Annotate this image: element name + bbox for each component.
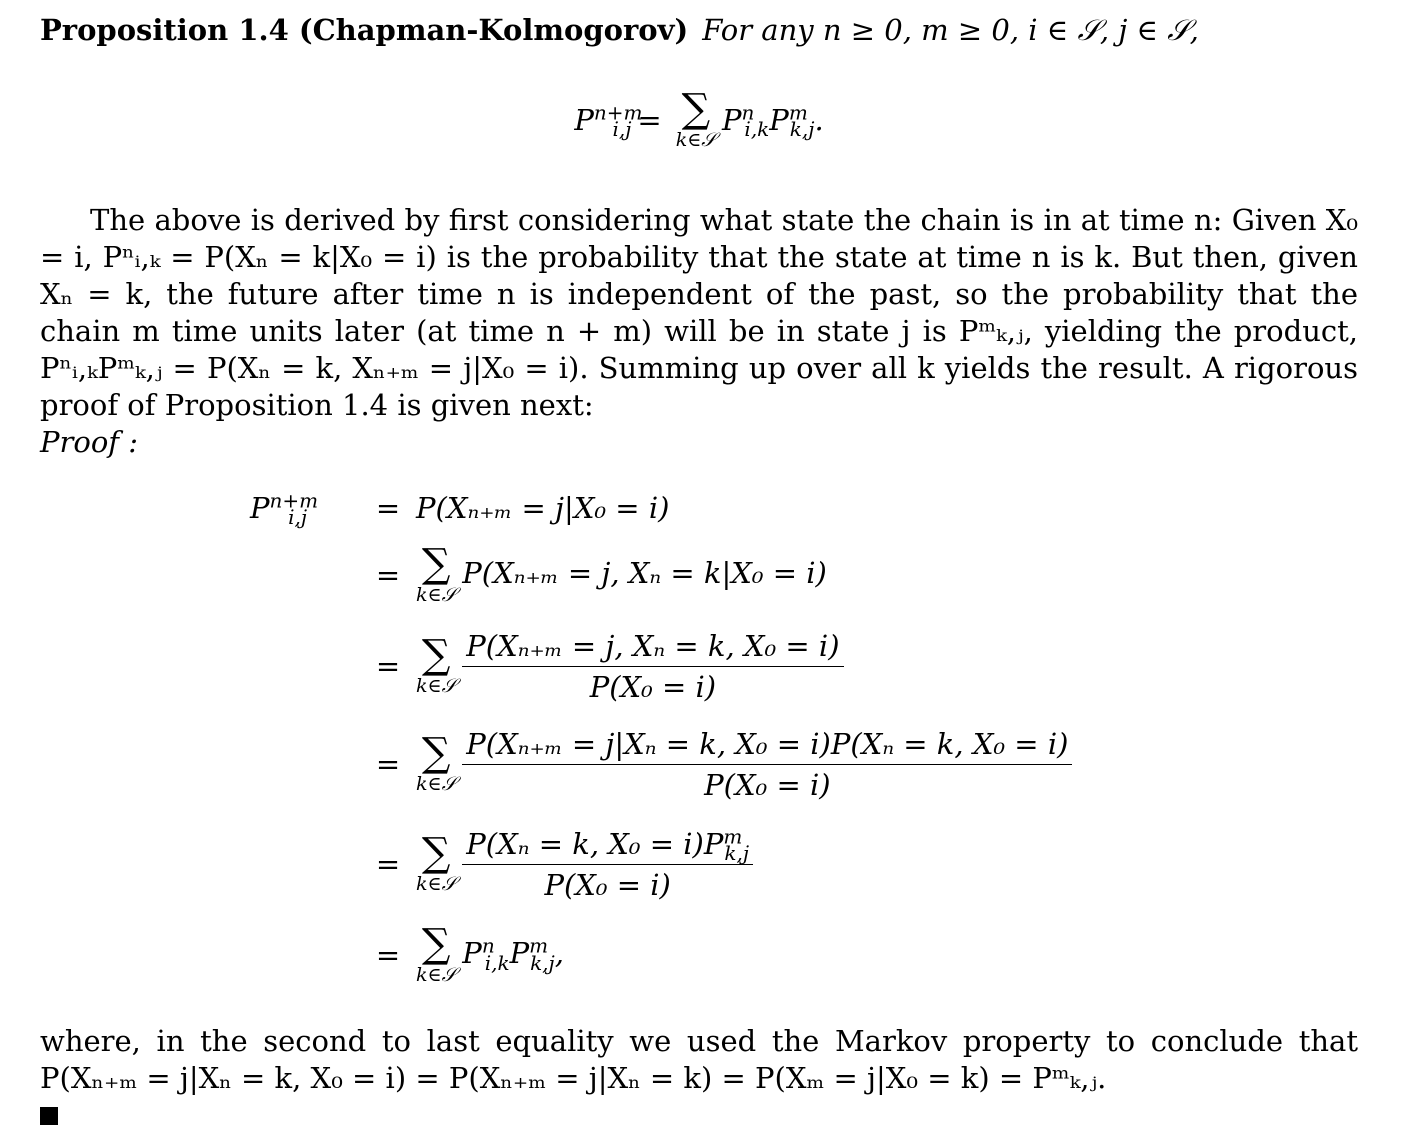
summation: ∑ k∈𝒮 (416, 730, 457, 795)
proof-line-3: = ∑ k∈𝒮 $\frac{\text{P(Xₙ₊ₘ = j, Xₙ = k, X₀ = i)}}{\text{P(X₀ = i)}}$ (250, 617, 1072, 715)
proof-lhs: $P^{n+m}_{i,j}$ (250, 487, 319, 530)
fraction: $\frac{\text{P(Xₙ₊ₘ = j|Xₙ = k, X₀ = i)P(Xₙ = k, X₀ = i)}}{\text{P(X₀ = i)}}$ (462, 728, 1072, 801)
chapman-kolmogorov-equation (40, 72, 1358, 168)
summation: ∑ k∈𝒮 (416, 921, 457, 986)
proof-line-1: $P^{n+m}_{i,j}$ = P(Xₙ₊ₘ = j|X₀ = i) (250, 483, 1072, 533)
markov-property-paragraph: where, in the second to last equality we used the Markov property to conclude that P(Xₙ₊ₘ = j|Xₙ = k, X₀ = i) = P(Xₙ₊ₘ = j|Xₙ = k) = P(Xₘ = j|X₀ = k) = Pᵐₖ,ⱼ. (40, 1024, 1358, 1095)
eq-rhs: $P^n_{i,k}P^m_{k,j}$. (722, 99, 824, 142)
proposition-statement: For any n ≥ 0, m ≥ 0, i ∈ 𝒮, j ∈ 𝒮, (702, 13, 1199, 47)
summation: ∑ k∈𝒮 (416, 830, 457, 895)
document-page (40, 12, 1358, 1134)
explanation-paragraph: The above is derived by first considering what state the chain is in at time n: Given X₀ = i, Pⁿᵢ,ₖ = P(Xₙ = k|X₀ = i) is the probability that the state at time n is k. But then, given Xₙ = k, the future after time n is independent of the past, so the probability that the chain m time units later (at time n + m) will be in state j is Pᵐₖ,ⱼ, yielding the product, Pⁿᵢ,ₖPᵐₖ,ⱼ = P(Xₙ = k, Xₙ₊ₘ = j|X₀ = i). Summing up over all k yields the result. A rigorous proof of Proposition 1.4 is given next: (40, 203, 1358, 422)
qed-square-icon (40, 1107, 58, 1125)
proof-line-5: = ∑ k∈𝒮 $\frac{P(X_n = k, X_0 = i)P^m_{k,j}}{\text{P(X₀ = i)}}$ (250, 813, 1072, 915)
proof-line-6-rhs: $P^n_{i,k}P^m_{k,j}$, (462, 933, 564, 975)
fraction: $\frac{\text{P(Xₙ₊ₘ = j, Xₙ = k, X₀ = i)}}{\text{P(X₀ = i)}}$ (462, 630, 843, 703)
proof-label: Proof : (40, 425, 139, 459)
fraction: $\frac{P(X_n = k, X_0 = i)P^m_{k,j}}{\text{P(X₀ = i)}}$ (462, 828, 753, 901)
proof-line-6: = ∑ k∈𝒮 $P^n_{i,k}P^m_{k,j}$, (375, 921, 564, 986)
eq-lhs: $P^{n+m}_{i,j}$ (574, 99, 643, 142)
proof-derivation (250, 483, 1072, 995)
eq-summation: ∑ k∈𝒮 (675, 86, 717, 151)
proof-line-2: = ∑ k∈𝒮 P(Xₙ₊ₘ = j, Xₙ = k|X₀ = i) (375, 541, 827, 606)
summation: ∑ k∈𝒮 (416, 541, 457, 606)
summation: ∑ k∈𝒮 (416, 632, 457, 697)
proposition-heading: Proposition 1.4 (Chapman-Kolmogorov) (40, 13, 689, 47)
proof-line-4: = ∑ k∈𝒮 $\frac{\text{P(Xₙ₊ₘ = j|Xₙ = k, X₀ = i)P(Xₙ = k, X₀ = i)}}{\text{P(X₀ = i)}}$ (250, 715, 1072, 813)
proof-line-1-rhs: P(Xₙ₊ₘ = j|X₀ = i) (416, 490, 670, 525)
proof-line-2-rhs: P(Xₙ₊ₘ = j, Xₙ = k|X₀ = i) (462, 556, 827, 590)
eq-equals: = (637, 102, 662, 137)
proposition-line (40, 12, 1358, 52)
